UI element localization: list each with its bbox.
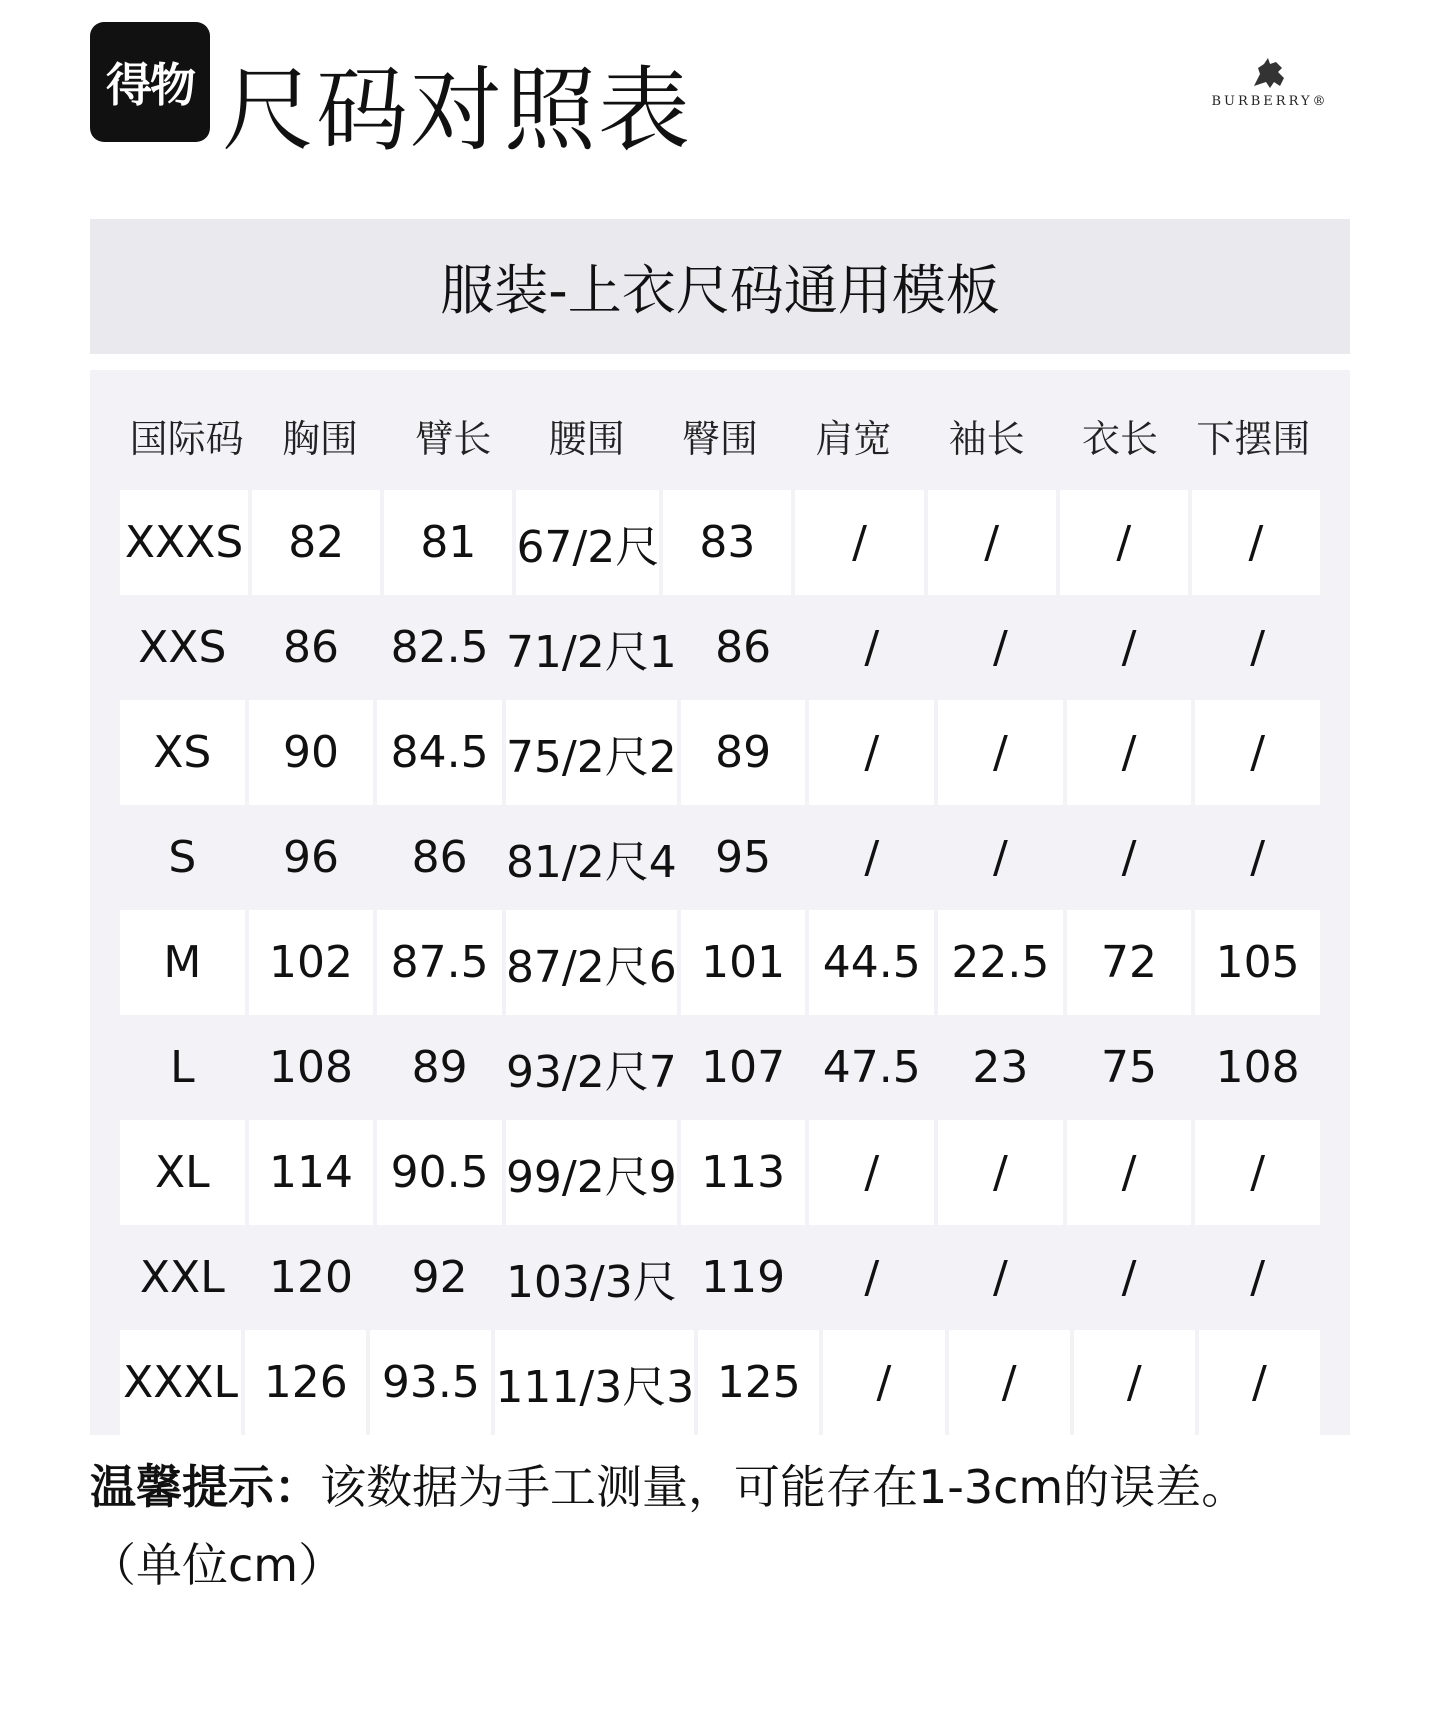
table-row xyxy=(120,490,1320,595)
page-title: 尺码对照表 xyxy=(222,57,693,164)
table-cell: / xyxy=(992,622,1008,673)
table-cell: 81 xyxy=(384,490,512,595)
table-cell: 86 xyxy=(282,622,339,673)
table-cell: 75 xyxy=(1101,1042,1158,1093)
table-cell: S xyxy=(168,832,197,883)
table-cell: / xyxy=(938,1120,1063,1225)
table-cell: M xyxy=(120,910,245,1015)
table-caption: 服装-上衣尺码通用模板 xyxy=(440,259,1000,322)
table-cell: 72 xyxy=(1067,910,1192,1015)
table-cell: 86 xyxy=(411,832,468,883)
brand-logo xyxy=(1180,56,1360,109)
table-cell: XS xyxy=(120,700,245,805)
table-cell: / xyxy=(809,1120,934,1225)
table-cell: / xyxy=(864,622,880,673)
table-cell: 71/2尺1 xyxy=(505,626,677,678)
table-cell: 84.5 xyxy=(377,700,502,805)
table-cell: 89 xyxy=(681,700,806,805)
table-cell: / xyxy=(864,1252,880,1303)
table-cell: 111/3尺3 xyxy=(495,1330,694,1435)
table-cell: XXL xyxy=(139,1252,225,1303)
table-cell: / xyxy=(823,1330,944,1435)
table-cell: 119 xyxy=(701,1252,786,1303)
table-cell: 75/2尺2 xyxy=(506,700,677,805)
table-row xyxy=(120,1225,1320,1330)
dewu-logo xyxy=(90,22,210,142)
table-cell: 22.5 xyxy=(938,910,1063,1015)
table-cell: 82 xyxy=(252,490,380,595)
table-cell: / xyxy=(1121,622,1137,673)
table-cell: 120 xyxy=(268,1252,353,1303)
table-cell: / xyxy=(1199,1330,1320,1435)
table-cell: 99/2尺9 xyxy=(506,1120,677,1225)
knight-icon xyxy=(1248,56,1292,92)
table-row xyxy=(120,1015,1320,1120)
column-header: 臂长 xyxy=(415,416,492,461)
column-header: 国际码 xyxy=(129,416,244,461)
column-header: 下摆围 xyxy=(1196,416,1311,461)
table-cell: / xyxy=(928,490,1056,595)
table-cell: 108 xyxy=(1215,1042,1300,1093)
notice xyxy=(90,1448,1350,1604)
table-cell: 86 xyxy=(715,622,772,673)
notice-label: 温馨提示： xyxy=(90,1460,320,1514)
table-cell: XXXS xyxy=(120,490,248,595)
column-header: 臀围 xyxy=(681,416,758,461)
table-row xyxy=(120,1330,1320,1435)
table-cell: 81/2尺4 xyxy=(505,836,677,888)
table-cell: 93.5 xyxy=(370,1330,491,1435)
table-cell: 83 xyxy=(663,490,791,595)
column-header: 胸围 xyxy=(281,416,358,461)
table-header-row xyxy=(120,390,1320,480)
table-cell: / xyxy=(1195,1120,1320,1225)
table-cell: 101 xyxy=(681,910,806,1015)
table-cell: / xyxy=(992,832,1008,883)
table-cell: / xyxy=(1074,1330,1195,1435)
table-cell: / xyxy=(1250,1252,1266,1303)
table-cell: 82.5 xyxy=(390,622,489,673)
size-table xyxy=(90,370,1350,1435)
table-cell: / xyxy=(1192,490,1320,595)
table-cell: 107 xyxy=(701,1042,786,1093)
table-cell: 87.5 xyxy=(377,910,502,1015)
table-cell: / xyxy=(864,832,880,883)
logo-text: 得物 xyxy=(106,58,194,112)
table-cell: / xyxy=(1250,622,1266,673)
table-cell: / xyxy=(1250,832,1266,883)
table-cell: 126 xyxy=(245,1330,366,1435)
table-cell: 96 xyxy=(282,832,339,883)
table-cell: / xyxy=(949,1330,1070,1435)
table-cell: 95 xyxy=(715,832,772,883)
column-header: 肩宽 xyxy=(815,416,892,461)
table-cell: 67/2尺 xyxy=(516,490,659,595)
table-cell: 114 xyxy=(249,1120,374,1225)
table-cell: / xyxy=(1067,1120,1192,1225)
table-cell: 47.5 xyxy=(822,1042,921,1093)
table-cell: 44.5 xyxy=(809,910,934,1015)
table-row xyxy=(120,805,1320,910)
table-cell: 90 xyxy=(249,700,374,805)
table-cell: 93/2尺7 xyxy=(505,1046,677,1098)
table-cell: XL xyxy=(120,1120,245,1225)
table-cell: 102 xyxy=(249,910,374,1015)
table-cell: / xyxy=(1121,832,1137,883)
brand-name: BURBERRY® xyxy=(1211,94,1329,109)
table-cell: L xyxy=(170,1042,195,1093)
table-cell: 23 xyxy=(972,1042,1029,1093)
table-cell: / xyxy=(809,700,934,805)
column-header: 衣长 xyxy=(1081,416,1158,461)
table-cell: 89 xyxy=(411,1042,468,1093)
table-cell: 87/2尺6 xyxy=(506,910,677,1015)
notice-text: 该数据为手工测量，可能存在1-3cm的误差。 xyxy=(320,1460,1248,1514)
table-cell: / xyxy=(795,490,923,595)
table-cell: / xyxy=(1121,1252,1137,1303)
table-row xyxy=(120,700,1320,805)
table-body xyxy=(120,490,1320,1435)
table-cell: 125 xyxy=(698,1330,819,1435)
table-cell: XXS xyxy=(138,622,227,673)
table-cell: 105 xyxy=(1195,910,1320,1015)
column-header: 袖长 xyxy=(948,416,1025,461)
table-cell: 103/3尺 xyxy=(505,1256,677,1308)
table-cell: / xyxy=(1060,490,1188,595)
table-cell: / xyxy=(1067,700,1192,805)
table-caption-band xyxy=(90,219,1350,354)
table-cell: / xyxy=(938,700,1063,805)
table-cell: 90.5 xyxy=(377,1120,502,1225)
column-header: 腰围 xyxy=(548,416,625,461)
table-cell: / xyxy=(1195,700,1320,805)
table-cell: 113 xyxy=(681,1120,806,1225)
table-row xyxy=(120,595,1320,700)
unit-note: （单位cm） xyxy=(90,1538,345,1592)
table-cell: XXXL xyxy=(120,1330,241,1435)
table-row xyxy=(120,1120,1320,1225)
table-cell: 92 xyxy=(411,1252,468,1303)
table-cell: 108 xyxy=(268,1042,353,1093)
table-cell: / xyxy=(992,1252,1008,1303)
table-row xyxy=(120,910,1320,1015)
